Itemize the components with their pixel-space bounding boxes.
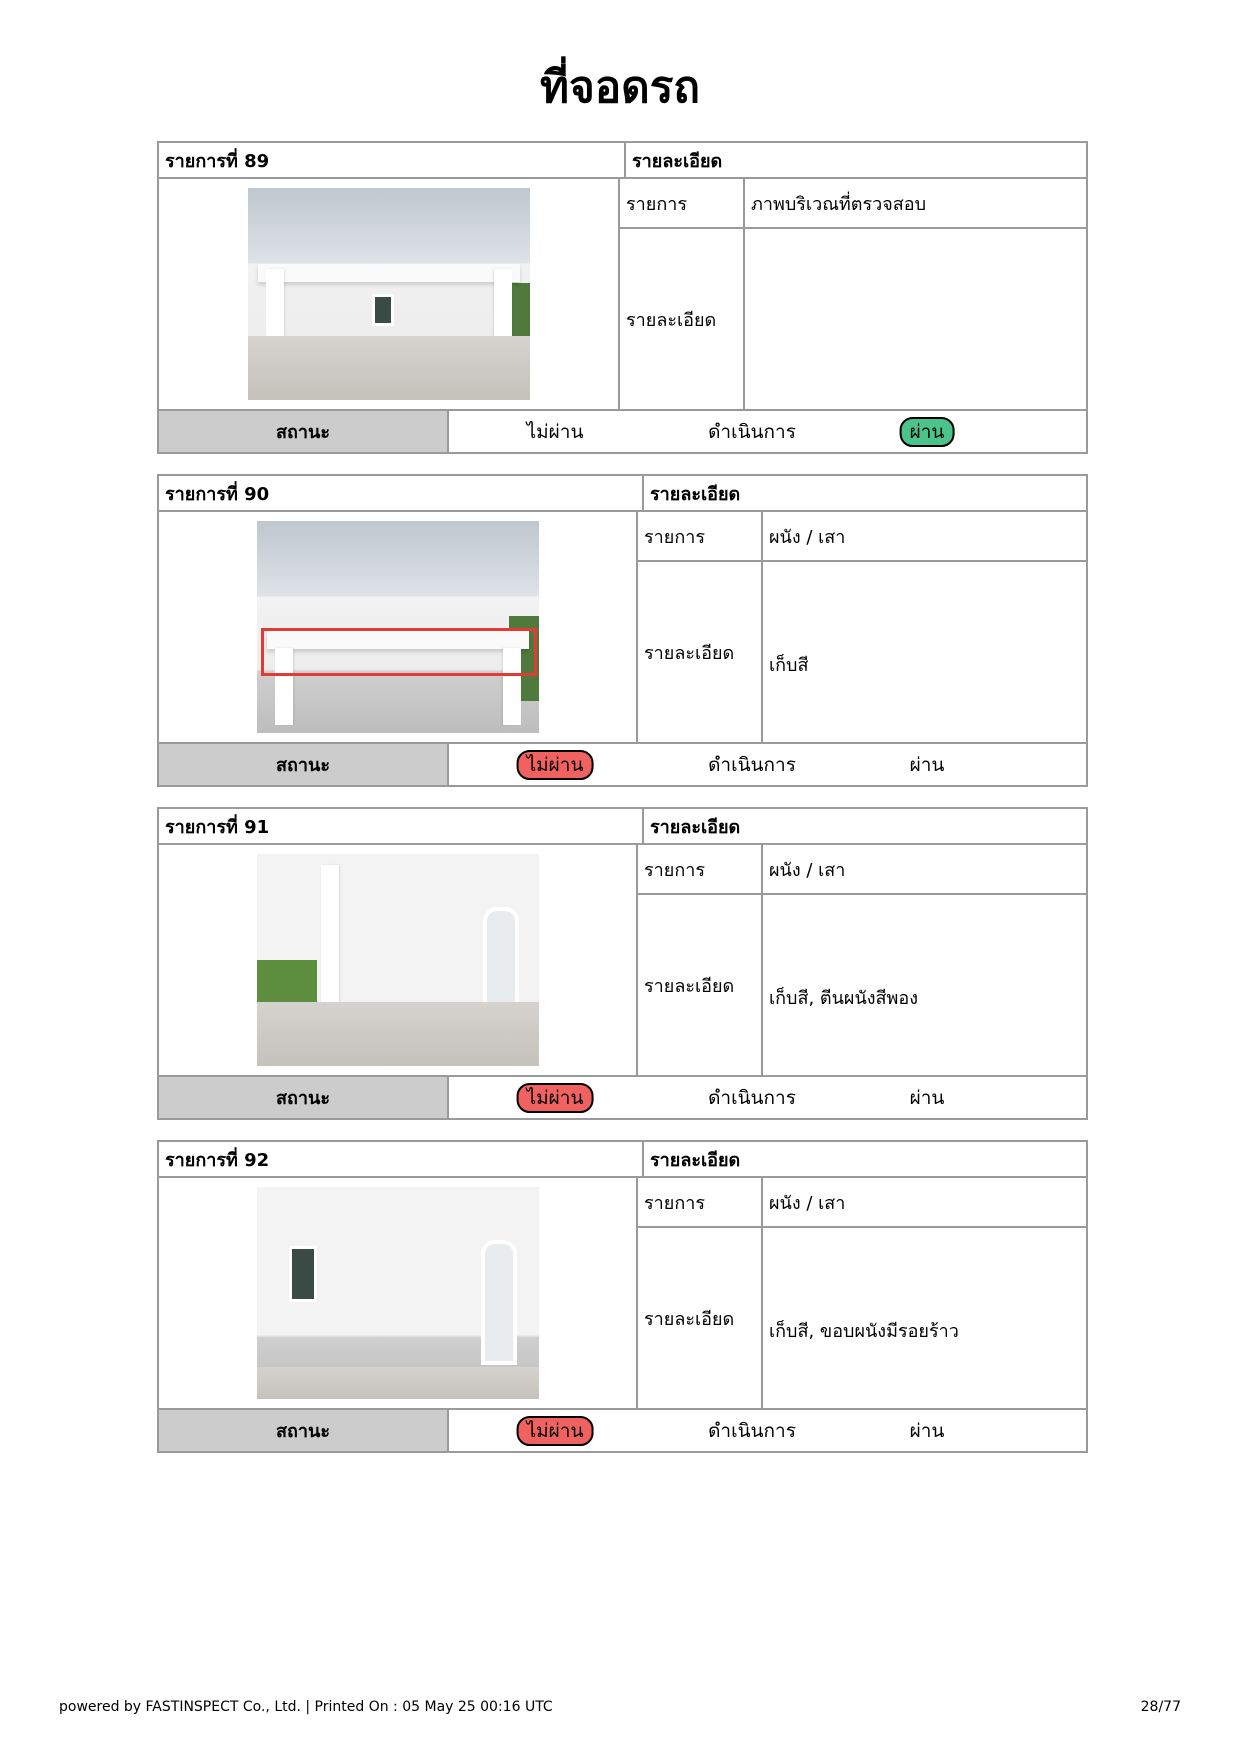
- details-cell: [620, 179, 1086, 409]
- inspection-item: [157, 1140, 1088, 1453]
- status-option-pass[interactable]: ผ่าน: [900, 417, 955, 447]
- status-row: [159, 744, 1086, 785]
- status-options: [449, 1410, 1086, 1451]
- item-value: ผนัง / เสา: [769, 859, 846, 881]
- item-header-row: [159, 143, 1086, 179]
- footer-page-number: 28/77: [1140, 1699, 1181, 1715]
- item-value: ผนัง / เสา: [769, 526, 846, 548]
- detail-header: รายละเอียด: [632, 150, 723, 172]
- status-option-pass[interactable]: ผ่าน: [909, 753, 945, 776]
- item-value: ภาพบริเวณที่ตรวจสอบ: [751, 193, 926, 215]
- status-option-pass[interactable]: ผ่าน: [909, 1419, 945, 1442]
- status-options: [449, 411, 1086, 452]
- inspection-item: [157, 474, 1088, 787]
- photo-floor: [257, 1367, 539, 1399]
- item-body-row: [159, 845, 1086, 1077]
- item-header-row: [159, 1142, 1086, 1178]
- status-row: [159, 411, 1086, 452]
- detail-header: รายละเอียด: [650, 1149, 741, 1171]
- status-options: [449, 744, 1086, 785]
- item-heading: รายการที่ 89: [159, 143, 626, 177]
- page-title: ที่จอดรถ: [539, 62, 701, 113]
- details-cell: [638, 1178, 1086, 1408]
- photo-window: [289, 1246, 317, 1302]
- photo-doorway: [483, 907, 519, 1010]
- photo-cell: [159, 179, 620, 409]
- status-option-fail[interactable]: ไม่ผ่าน: [517, 1416, 594, 1446]
- status-options: [449, 1077, 1086, 1118]
- item-label: รายการ: [638, 512, 763, 560]
- status-option-in-progress[interactable]: ดำเนินการ: [708, 753, 796, 776]
- detail-label: รายละเอียด: [620, 229, 745, 409]
- photo-window: [372, 294, 394, 326]
- item-label: รายการ: [638, 1178, 763, 1226]
- inspection-item: [157, 141, 1088, 454]
- status-row: [159, 1077, 1086, 1118]
- status-label: สถานะ: [159, 1077, 449, 1118]
- photo-floor: [257, 1002, 539, 1066]
- item-body-row: [159, 512, 1086, 744]
- detail-value: เก็บสี: [769, 654, 809, 676]
- status-label: สถานะ: [159, 411, 449, 452]
- status-label: สถานะ: [159, 744, 449, 785]
- item-header-row: [159, 476, 1086, 512]
- details-cell: [638, 512, 1086, 742]
- photo-cell: [159, 845, 638, 1075]
- status-option-in-progress[interactable]: ดำเนินการ: [708, 420, 796, 443]
- detail-header: รายละเอียด: [650, 816, 741, 838]
- item-heading: รายการที่ 91: [159, 809, 644, 843]
- status-option-in-progress[interactable]: ดำเนินการ: [708, 1419, 796, 1442]
- item-heading: รายการที่ 90: [159, 476, 644, 510]
- detail-label: รายละเอียด: [638, 562, 763, 742]
- status-row: [159, 1410, 1086, 1451]
- inspection-photo[interactable]: [248, 188, 530, 400]
- defect-highlight-box: [261, 628, 537, 676]
- item-heading: รายการที่ 92: [159, 1142, 644, 1176]
- details-cell: [638, 845, 1086, 1075]
- inspection-photo[interactable]: [257, 521, 539, 733]
- status-option-fail[interactable]: ไม่ผ่าน: [517, 750, 594, 780]
- photo-doorway: [481, 1240, 517, 1365]
- detail-value: [745, 229, 1086, 409]
- status-option-pass[interactable]: ผ่าน: [909, 1086, 945, 1109]
- item-header-row: [159, 809, 1086, 845]
- status-label: สถานะ: [159, 1410, 449, 1451]
- status-option-in-progress[interactable]: ดำเนินการ: [708, 1086, 796, 1109]
- photo-cell: [159, 1178, 638, 1408]
- detail-value: เก็บสี, ตีนผนังสีพอง: [769, 987, 918, 1009]
- item-label: รายการ: [638, 845, 763, 893]
- item-label: รายการ: [620, 179, 745, 227]
- detail-header: รายละเอียด: [650, 483, 741, 505]
- status-option-fail[interactable]: ไม่ผ่าน: [517, 1083, 594, 1113]
- inspection-photo[interactable]: [257, 854, 539, 1066]
- inspection-photo[interactable]: [257, 1187, 539, 1399]
- detail-label: รายละเอียด: [638, 895, 763, 1075]
- photo-floor: [248, 336, 530, 400]
- photo-carport-roof: [258, 264, 520, 282]
- item-value: ผนัง / เสา: [769, 1192, 846, 1214]
- detail-value: เก็บสี, ขอบผนังมีรอยร้าว: [769, 1320, 959, 1342]
- photo-cell: [159, 512, 638, 742]
- detail-label: รายละเอียด: [638, 1228, 763, 1408]
- item-body-row: [159, 179, 1086, 411]
- item-body-row: [159, 1178, 1086, 1410]
- inspection-item: [157, 807, 1088, 1120]
- footer-printed-info: powered by FASTINSPECT Co., Ltd. | Printed On : 05 May 25 00:16 UTC: [59, 1699, 553, 1715]
- status-option-fail[interactable]: ไม่ผ่าน: [526, 420, 584, 443]
